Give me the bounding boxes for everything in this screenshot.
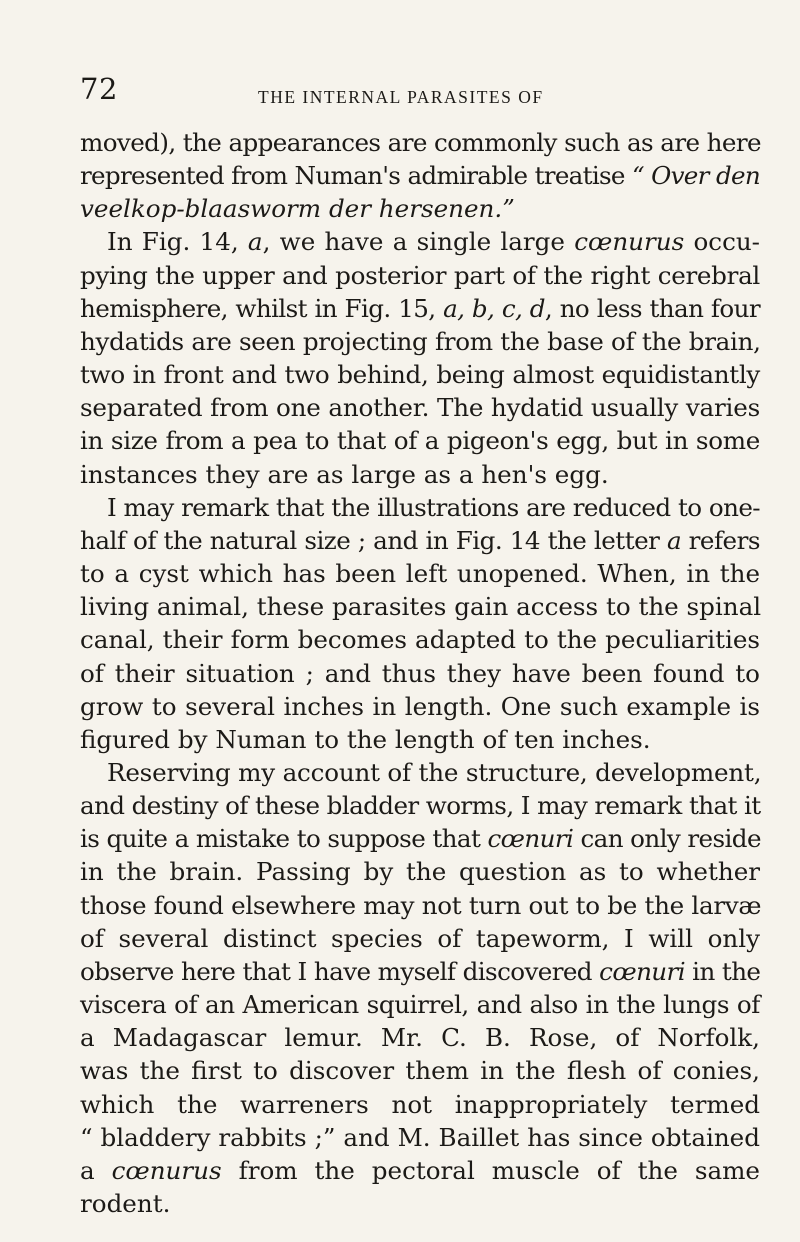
text-line: of their situation ; and thus they have been found to: [80, 658, 760, 688]
text-line: instances they are as large as a hen's egg.: [80, 459, 609, 489]
text-line: viscera of an American squirrel, and also in the lungs of: [80, 990, 760, 1020]
text-line: in size from a pea to that of a pigeon's egg, but in some: [80, 426, 760, 456]
text-line: In Fig. 14, a, we have a single large cœnurus occu-: [107, 227, 760, 257]
text-line: hemisphere, whilst in Fig. 15, a, b, c, d, no less than four: [80, 293, 760, 323]
text-line: which the warreners not inappropriately termed: [80, 1089, 760, 1119]
text-line: a Madagascar lemur. Mr. C. B. Rose, of Norfolk,: [80, 1023, 760, 1053]
text-line: rodent.: [80, 1189, 171, 1218]
text-line: was the first to discover them in the flesh of conies,: [80, 1056, 760, 1086]
text-line: hydatids are seen projecting from the base of the brain,: [80, 326, 761, 356]
text-line: of several distinct species of tapeworm, I will only: [80, 923, 760, 953]
running-head: THE INTERNAL PARASITES OF: [258, 87, 544, 107]
text-line: Reserving my account of the structure, development,: [107, 757, 762, 787]
page-number: 72: [80, 72, 118, 106]
text-line: in the brain. Passing by the question as to whether: [80, 857, 760, 887]
text-line: canal, their form becomes adapted to the peculiarities: [80, 625, 760, 655]
text-line: living animal, these parasites gain access to the spinal: [80, 592, 762, 622]
text-line: I may remark that the illustrations are reduced to one-: [107, 492, 760, 522]
text-line: a cœnurus from the pectoral muscle of the same: [80, 1155, 760, 1185]
text-line: “ bladdery rabbits ;” and M. Baillet has since obtained: [80, 1122, 760, 1152]
text-line: two in front and two behind, being almost equidistantly: [80, 360, 760, 390]
text-line: veelkop-blaasworm der hersenen.”: [80, 194, 515, 224]
text-line: to a cyst which has been left unopened. When, in the: [80, 559, 760, 589]
text-line: and destiny of these bladder worms, I may remark that it: [80, 791, 761, 821]
text-line: figured by Numan to the length of ten inches.: [80, 724, 651, 754]
body-text: [80, 126, 760, 1220]
text-line: those found elsewhere may not turn out to be the larvæ: [80, 890, 762, 920]
text-line: moved), the appearances are commonly such as are here: [80, 128, 761, 157]
text-line: represented from Numan's admirable treatise “ Over den: [80, 161, 760, 191]
text-line: grow to several inches in length. One such example is: [80, 691, 760, 721]
text-line: observe here that I have myself discovered cœnuri in the: [80, 956, 761, 986]
text-line: pying the upper and posterior part of the right cerebral: [80, 260, 760, 290]
text-line: half of the natural size ; and in Fig. 14 the letter a refers: [80, 525, 760, 555]
text-line: is quite a mistake to suppose that cœnuri can only reside: [80, 824, 761, 854]
text-line: separated from one another. The hydatid usually varies: [80, 393, 760, 423]
